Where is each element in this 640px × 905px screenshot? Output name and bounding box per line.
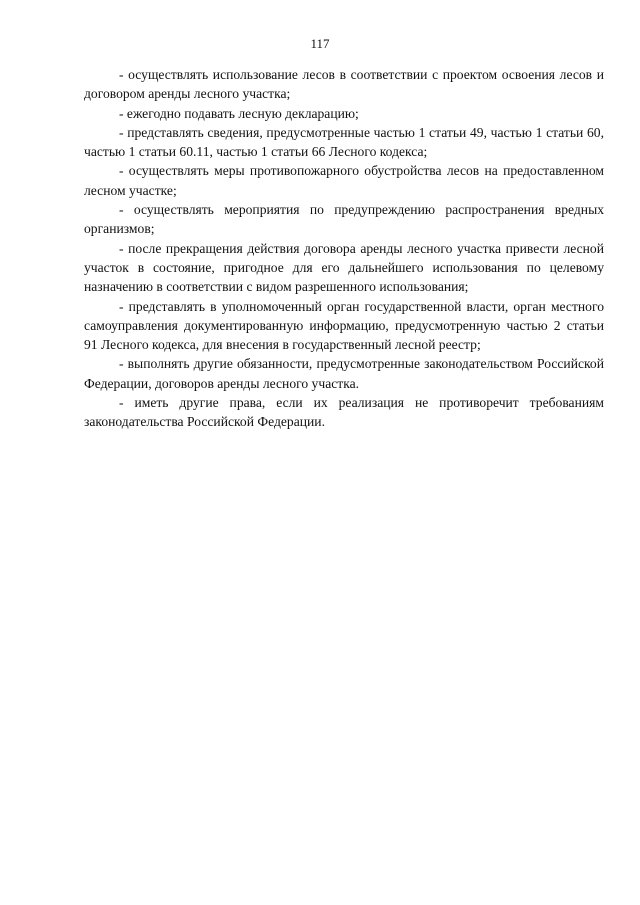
paragraph-restore-plot: - после прекращения действия договора аренды лесного участка привести лесной участок в состояние, пригодное для его дальнейшего использования по целевому назначению в соответствии с видом разрешенного использования; (84, 240, 604, 295)
paragraph-forest-use: - осуществлять использование лесов в соответствии с проектом освоения лесов и договором аренды лесного участка; (84, 67, 604, 102)
document-body (84, 65, 604, 432)
paragraph-provide-information: - представлять сведения, предусмотренные частью 1 статьи 49, частью 1 статьи 60, частью 1 статьи 60.11, частью 1 статьи 66 Лесного кодекса; (84, 124, 604, 160)
paragraph-forest-declaration: - ежегодно подавать лесную декларацию; (119, 105, 359, 121)
paragraph-pest-prevention: - осуществлять мероприятия по предупреждению распространения вредных организмов; (84, 202, 604, 237)
paragraph-other-rights: - иметь другие права, если их реализация не противоречит требованиям законодательства Российской Федерации. (84, 395, 604, 430)
page-number: 117 (310, 36, 330, 51)
paragraph-fire-prevention: - осуществлять меры противопожарного обустройства лесов на предоставленном лесном участке; (84, 163, 604, 198)
paragraph-forest-register: - представлять в уполномоченный орган государственной власти, орган местного самоуправления документированную информацию, предусмотренную частью 2 статьи 91 Лесного кодекса, для внесения в государственный лесной реестр; (84, 298, 604, 353)
paragraph-other-duties: - выполнять другие обязанности, предусмотренные законодательством Российской Федерации, договоров аренды лесного участка. (84, 356, 604, 391)
